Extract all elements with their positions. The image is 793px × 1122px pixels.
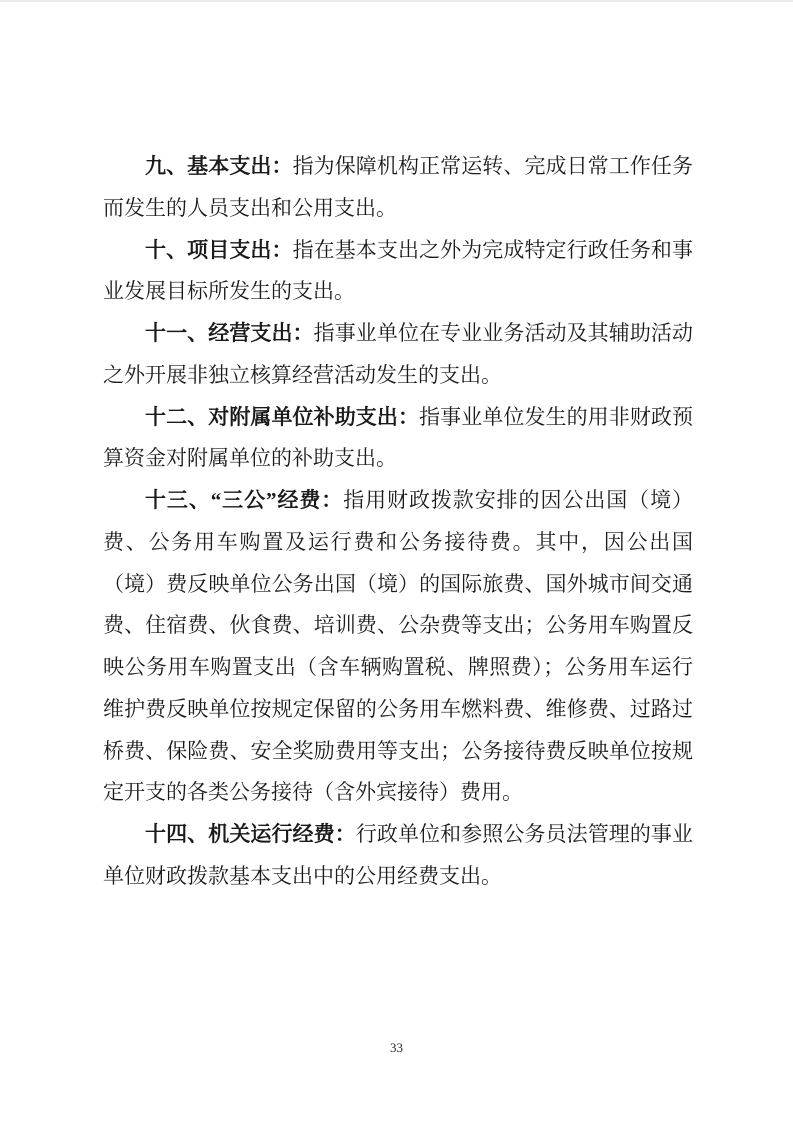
paragraph-project-expenditure bbox=[103, 230, 693, 314]
paragraph-term: 十二、对附属单位补助支出： bbox=[145, 404, 420, 429]
paragraph-definition: 指事业单位发生的用非财政预算资金对附属单位的补助支出。 bbox=[103, 404, 694, 471]
paragraph-definition: 行政单位和参照公务员法管理的事业单位财政拨款基本支出中的公用经费支出。 bbox=[103, 822, 694, 888]
paragraph-term: 十四、机关运行经费： bbox=[145, 822, 356, 846]
paragraph-agency-operating-funds bbox=[103, 814, 693, 898]
page-number: 33 bbox=[390, 1040, 403, 1055]
document-body bbox=[103, 146, 693, 898]
paragraph-term: 十一、经营支出： bbox=[145, 321, 314, 345]
paragraph-basic-expenditure bbox=[103, 146, 693, 230]
paragraph-definition: 指为保障机构正常运转、完成日常工作任务而发生的人员支出和公用支出。 bbox=[103, 154, 694, 220]
paragraph-definition: 指事业单位在专业业务活动及其辅助活动之外开展非独立核算经营活动发生的支出。 bbox=[103, 321, 693, 387]
paragraph-term: 九、基本支出： bbox=[145, 154, 293, 178]
paragraph-operating-expenditure bbox=[103, 313, 693, 397]
paragraph-definition: 指用财政拨款安排的因公出国（境）费、公务用车购置及运行费和公务接待费。其中，因公出国（境）费反映单位公务出国（境）的国际旅费、国外城市间交通费、住宿费、伙食费、培训费、公杂费等支出；公务用车购置反映公务用车购置支出（含车辆购置税、牌照费）；公务用车运行维护费反映单位按规定保留的公务用车燃料费、维修费、过路过桥费、保险费、安全奖励费用等支出；公务接待费反映单位按规定开支的各类公务接待（含外宾接待）费用。 bbox=[103, 488, 694, 805]
paragraph-subsidy-to-affiliates bbox=[103, 397, 693, 481]
paragraph-definition: 指在基本支出之外为完成特定行政任务和事业发展目标所发生的支出。 bbox=[103, 237, 694, 304]
paragraph-term: 十、项目支出： bbox=[145, 237, 293, 262]
paragraph-three-public-funds bbox=[103, 480, 693, 814]
paragraph-term: 十三、“三公”经费： bbox=[145, 488, 344, 512]
